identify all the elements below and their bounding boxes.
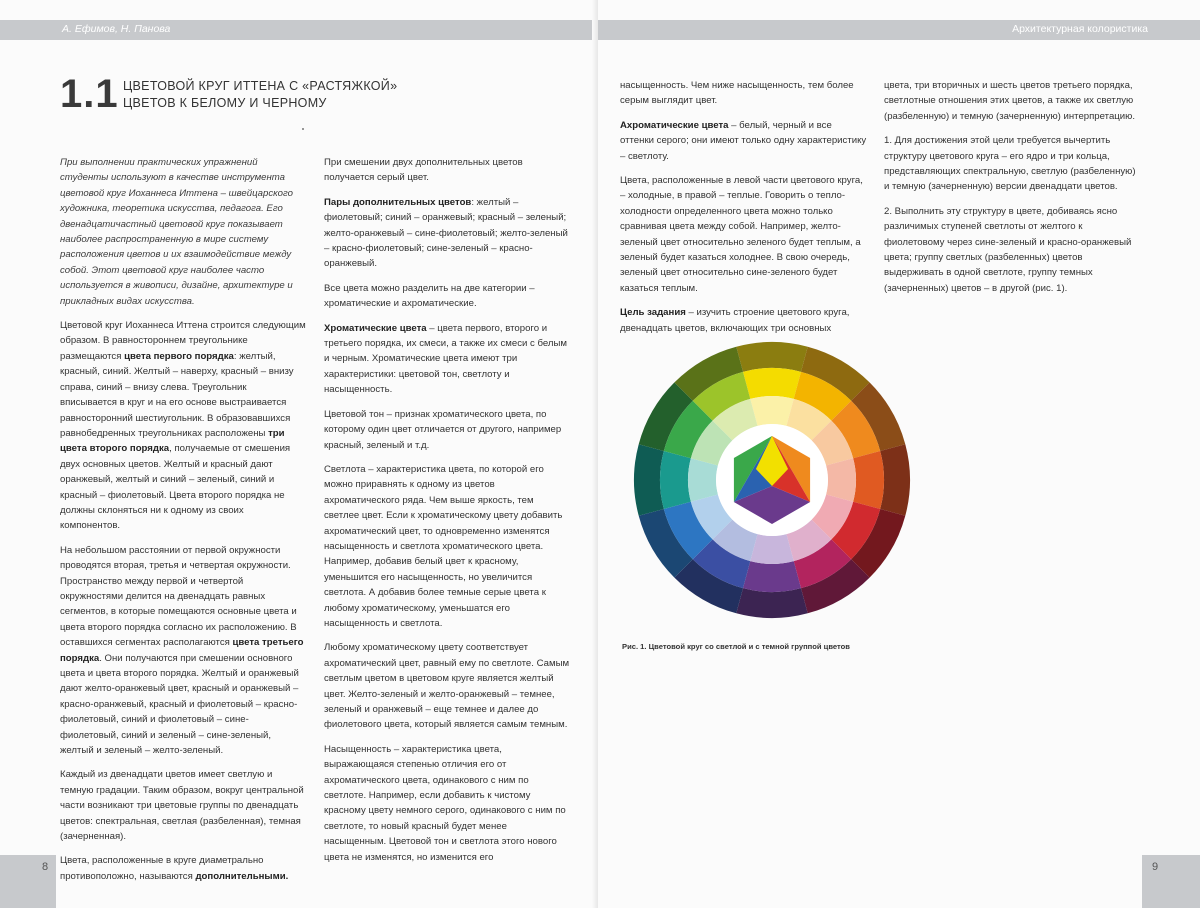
light-ring-segment (750, 534, 793, 564)
paragraph: насыщенность. Чем ниже насыщенность, тем более серым выглядит цвет. (620, 80, 854, 107)
paragraph: Пары дополнительных цветов: желтый – фиолетовый; синий – оранжевый; красный – зеленый; желто-оранжевый – сине-фиолетовый; желто-зеленый – красно-фиолетовый; сине-зеленый – красно-оранжевый. (324, 196, 568, 270)
paragraph: Ахроматические цвета – белый, черный и все оттенки серого; они имеют только одну характеристику – светлоту. (620, 119, 867, 162)
hue-ring-segment (743, 561, 801, 592)
dark-ring-segment (736, 588, 807, 618)
paragraph: 2. Выполнить эту структуру в цвете, добиваясь ясно различимых ступеней светлоты от желтого к фиолетовому через сине-зеленый и красно-оранжевый цвета; группу светлых (разбеленных) цветов выдерживать в одной светлоте, группу темных (зачерненных) цветов – в другой (рис. 1). (884, 205, 1132, 294)
dark-ring-segment (880, 444, 910, 515)
hue-ring-segment (660, 451, 691, 509)
light-ring-segment (688, 458, 718, 501)
paragraph: Цветовой тон – признак хроматического цвета, по которому один цвет отличается от другого, например красный, зеленый и т.д. (324, 408, 562, 451)
left-column-2 (324, 155, 570, 874)
paragraph: 1. Для достижения этой цели требуется вычертить структуру цветового круга – его ядро и три кольца, представляющих спектральную, светлую (разбеленную) и темную (зачерненную) версии двенадцати цветов. (884, 135, 1136, 193)
chapter-number: 1.1 (60, 72, 119, 116)
intro-paragraph: При выполнении практических упражнений студенты используют в качестве инструмента цветовой круг Иоханнеса Иттена – швейцарского художника, теоретика искусства, педагога. Его двенадцатичастный цветовой круг показывает наиболее распространенную в мире систему расположения цветов и их взаимодействие между собой. Этот цветовой круг наиболее часто используется в живописи, дизайне, архитектуре и прикладных видах искусства. (60, 157, 293, 307)
dark-ring-segment (736, 342, 807, 372)
figure-caption: Рис. 1. Цветовой круг со светлой и с темной группой цветов (622, 642, 850, 651)
left-page (0, 0, 598, 908)
paragraph: Цвета, расположенные в круге диаметрально противоположно, называются дополнительными. (60, 855, 289, 882)
dark-ring-segment (634, 444, 664, 515)
chapter-title-line1: ЦВЕТОВОЙ КРУГ ИТТЕНА С «РАСТЯЖКОЙ» (123, 79, 398, 93)
paragraph: Цель задания – изучить строение цветового круга, двенадцать цветов, включающих три основных (620, 307, 850, 334)
paragraph: Все цвета можно разделить на две категории – хроматические и ахроматические. (324, 282, 535, 310)
paragraph: Насыщенность – характеристика цвета, выражающаяся степенью отличия его от ахроматического цвета, одинакового с ним по светлоте. Например, если добавить к чистому красному цвету немного серого, одинакового с ним по светлоте, то новый красный будет менее насыщенным. Цветовой тон и светлота этого нового цвета не изменятся, но изменится его (324, 743, 566, 863)
running-header-right (598, 20, 1200, 40)
itten-color-wheel (632, 340, 912, 620)
light-ring-segment (750, 396, 793, 426)
paragraph: Хроматические цвета – цвета первого, второго и третьего порядка, их смеси, а также их смеси с белым и черным. Хроматические цвета имеют три характеристики: цветовой тон, светлоту и насыщенность. (324, 322, 567, 396)
running-header-left (0, 20, 598, 40)
paragraph: цвета, три вторичных и шесть цветов третьего порядка, светлотные отношения этих цветов, а также их светлую (разбеленную) и темную (зачерненную) интерпретацию. (884, 80, 1136, 122)
paragraph: Каждый из двенадцати цветов имеет светлую и темную градации. Таким образом, вокруг центральной части возникают три цветовые группы по двенадцать цветов: спектральная, светлая (разбеленная), темная (зачерненная). (60, 769, 304, 843)
right-column-2 (884, 78, 1142, 305)
chapter-title (123, 78, 423, 112)
light-ring-segment (826, 458, 856, 501)
authors: А. Ефимов, Н. Панова (62, 23, 171, 35)
paragraph: При смешении двух дополнительных цветов получается серый цвет. (324, 157, 523, 184)
paragraph: Светлота – характеристика цвета, по которой его можно приравнять к одному из цветов ахроматического ряда. Чем выше яркость, тем светлее цвет. Если к хроматическому цвету добавить ахроматический цвет, то одновременно изменятся насыщенность и светлота хроматического цвета. Например, добавив белый цвет к красному, уменьшится его насыщенность, но увеличится светлота. А добавив более темные серые цвета к любому хроматическому, уменьшатся его насыщенность и светлота. (324, 463, 563, 629)
paragraph: Цвета, расположенные в левой части цветового круга, – холодные, в правой – теплые. Говорить о тепло-холодности определенного цвета можно только сравнивая цвета между собой. Например, желто-зеленый цвет относительно зеленого будет теплым, а зеленый будет казаться холоднее. В свою очередь, зеленый цвет относительно сине-зеленого будет казаться теплым. (620, 175, 863, 294)
hue-ring-segment (743, 368, 801, 399)
right-page (598, 0, 1200, 908)
paragraph: Любому хроматическому цвету соответствует ахроматический цвет, равный ему по светлоте. Самым светлым цветом в цветовом круге является желтый цвет. Желто-зеленый и желто-оранжевый – темнее, зеленый и оранжевый – еще темнее и далее до фиолетового цвета, который является самым темным. (324, 642, 570, 731)
right-column-1 (620, 78, 868, 345)
page-number-right: 9 (1142, 855, 1200, 908)
decorative-dot (302, 128, 304, 130)
chapter-title-line2: ЦВЕТОВ К БЕЛОМУ И ЧЕРНОМУ (123, 96, 327, 110)
paragraph: На небольшом расстоянии от первой окружности проводятся вторая, третья и четвертая окружности. Пространство между первой и четвертой окружностями делится на двенадцать равных сегментов, в которые помещаются основные цвета и цвета второго порядка согласно их расположению. В оставшихся сегментах располагаются цвета третьего порядка. Они получаются при смешении основного цвета и цвета второго порядка. Желтый и оранжевый дают желто-оранжевый цвет, красный и оранжевый – красно-оранжевый, красный и фиолетовый – красно-фиолетовый, синий и фиолетовый – сине-фиолетовый, синий и зеленый – сине-зеленый, желтый и зеленый – желто-зеленый. (60, 544, 304, 757)
book-title: Архитектурная колористика (1012, 23, 1148, 35)
paragraph: Цветовой круг Иоханнеса Иттена строится следующим образом. В равностороннем треугольнике размещаются цвета первого порядка: желтый, красный, синий. Желтый – наверху, красный – внизу справа, синий – внизу слева. Треугольник вписывается в круг и на его основе выстраивается равносторонний шестиугольник. В образовавшихся равнобедренных треугольниках расположены три цвета второго порядка, получаемые от смешения двух основных цветов. Желтый и красный дают оранжевый, желтый и синий – зеленый, синий и красный – фиолетовый. Цвета второго порядка не должны склоняться ни к одному из своих компонентов. (60, 320, 306, 532)
hue-ring-segment (853, 451, 884, 509)
page-number-left: 8 (0, 855, 56, 908)
left-column-1 (60, 155, 306, 893)
